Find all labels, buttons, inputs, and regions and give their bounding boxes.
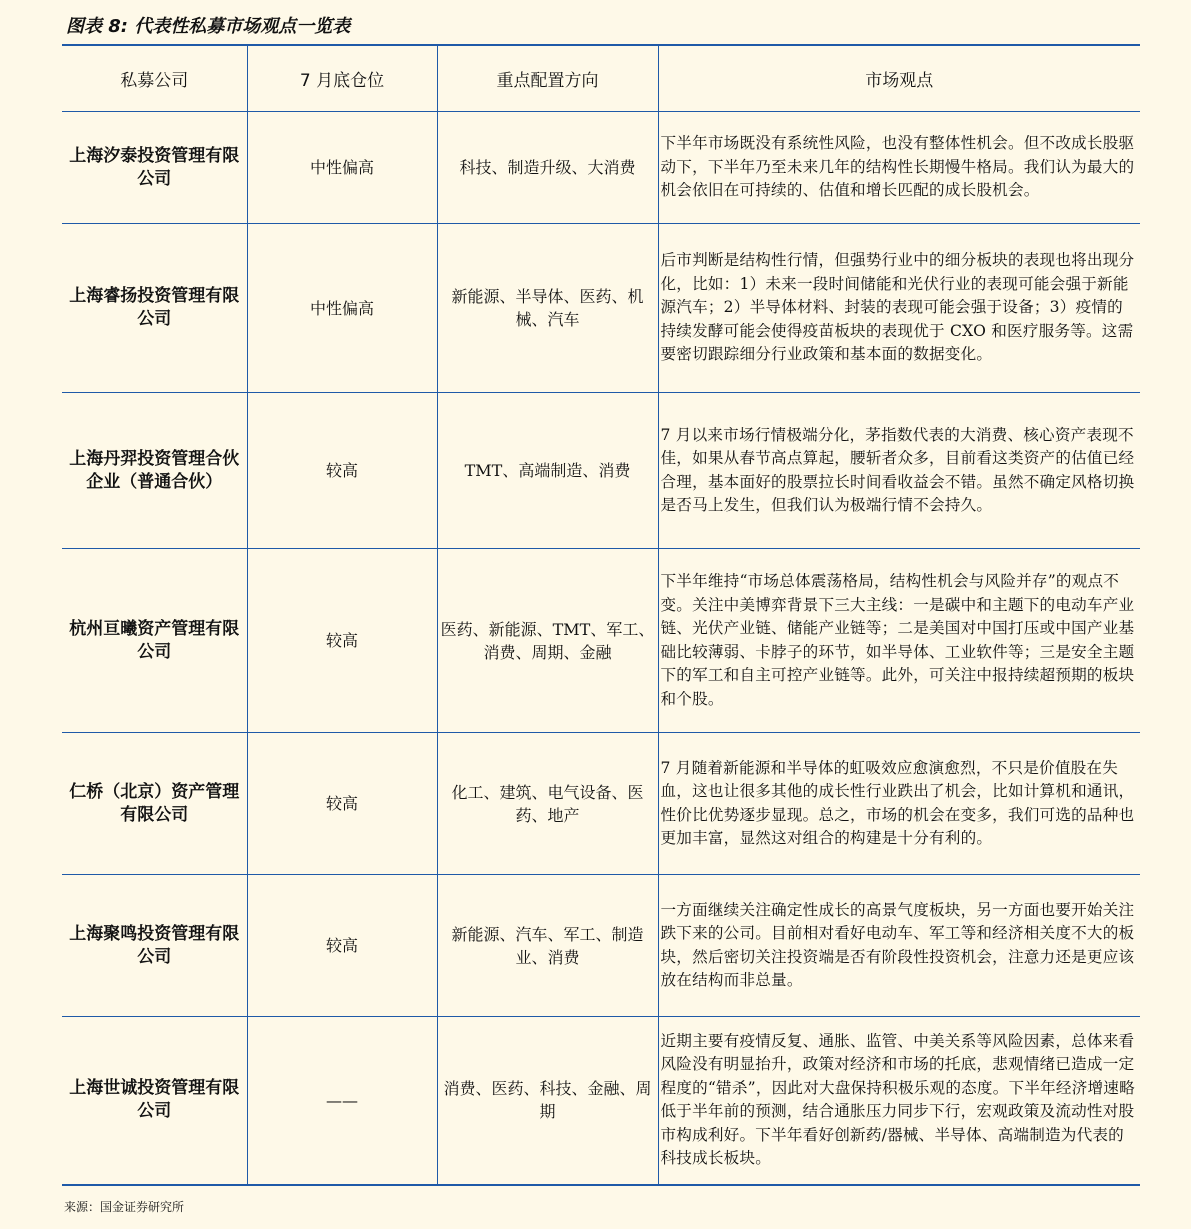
position-cell: 较高 — [247, 733, 437, 875]
header-view: 市场观点 — [658, 45, 1140, 112]
table-row — [62, 875, 1140, 1017]
table-header-row — [62, 45, 1140, 112]
position-cell: 较高 — [247, 875, 437, 1017]
view-cell: 后市判断是结构性行情，但强势行业中的细分板块的表现也将出现分化，比如：1）未来一段时间储能和光伏行业的表现可能会强于新能源汽车；2）半导体材料、封装的表现可能会强于设备；3）疫情的持续发酵可能会使得疫苗板块的表现优于 CXO 和医疗服务等。这需要密切跟踪细分行业政策和基本面的数据变化。 — [658, 224, 1140, 393]
direction-cell: TMT、高端制造、消费 — [437, 393, 658, 549]
position-cell: 较高 — [247, 393, 437, 549]
company-cell: 上海世诚投资管理有限公司 — [62, 1017, 247, 1185]
figure-caption: 图表 8: 代表性私募市场观点一览表 — [66, 16, 351, 37]
company-cell: 上海汐泰投资管理有限公司 — [62, 112, 247, 224]
direction-cell: 新能源、汽车、军工、制造业、消费 — [437, 875, 658, 1017]
header-position: 7 月底仓位 — [247, 45, 437, 112]
direction-cell: 医药、新能源、TMT、军工、消费、周期、金融 — [437, 549, 658, 733]
view-cell: 7 月以来市场行情极端分化，茅指数代表的大消费、核心资产表现不佳，如果从春节高点算起，腰斩者众多，目前看这类资产的估值已经合理，基本面好的股票拉长时间看收益会不错。虽然不确定风格切换是否马上发生，但我们认为极端行情不会持久。 — [658, 393, 1140, 549]
position-cell: —— — [247, 1017, 437, 1185]
header-company: 私募公司 — [62, 45, 247, 112]
view-cell: 一方面继续关注确定性成长的高景气度板块，另一方面也要开始关注跌下来的公司。目前相对看好电动车、军工等和经济相关度不大的板块，然后密切关注投资端是否有阶段性投资机会，注意力还是更应该放在结构而非总量。 — [658, 875, 1140, 1017]
company-cell: 上海睿扬投资管理有限公司 — [62, 224, 247, 393]
direction-cell: 化工、建筑、电气设备、医药、地产 — [437, 733, 658, 875]
view-cell: 7 月随着新能源和半导体的虹吸效应愈演愈烈，不只是价值股在失血，这也让很多其他的成长性行业跌出了机会，比如计算机和通讯，性价比优势逐步显现。总之，市场的机会在变多，我们可选的品种也更加丰富，显然这对组合的构建是十分有利的。 — [658, 733, 1140, 875]
company-cell: 仁桥（北京）资产管理有限公司 — [62, 733, 247, 875]
view-cell: 近期主要有疫情反复、通胀、监管、中美关系等风险因素，总体来看风险没有明显抬升，政策对经济和市场的托底，悲观情绪已造成一定程度的“错杀”，因此对大盘保持积极乐观的态度。下半年经济增速略低于半年前的预测，结合通胀压力同步下行，宏观政策及流动性对股市构成利好。下半年看好创新药/器械、半导体、高端制造为代表的科技成长板块。 — [658, 1017, 1140, 1185]
header-direction: 重点配置方向 — [437, 45, 658, 112]
private-fund-views-table — [62, 44, 1140, 1186]
position-cell: 较高 — [247, 549, 437, 733]
table-row — [62, 549, 1140, 733]
position-cell: 中性偏高 — [247, 112, 437, 224]
table-row — [62, 733, 1140, 875]
report-page — [62, 10, 1140, 1215]
direction-cell: 消费、医药、科技、金融、周期 — [437, 1017, 658, 1185]
position-cell: 中性偏高 — [247, 224, 437, 393]
direction-cell: 科技、制造升级、大消费 — [437, 112, 658, 224]
table-row — [62, 1017, 1140, 1185]
view-cell: 下半年市场既没有系统性风险，也没有整体性机会。但不改成长股驱动下，下半年乃至未来几年的结构性长期慢牛格局。我们认为最大的机会依旧在可持续的、估值和增长匹配的成长股机会。 — [658, 112, 1140, 224]
company-cell: 上海聚鸣投资管理有限公司 — [62, 875, 247, 1017]
view-cell: 下半年维持“市场总体震荡格局，结构性机会与风险并存”的观点不变。关注中美博弈背景下三大主线：一是碳中和主题下的电动车产业链、光伏产业链、储能产业链等；二是美国对中国打压或中国产业基础比较薄弱、卡脖子的环节，如半导体、工业软件等；三是安全主题下的军工和自主可控产业链等。此外，可关注中报持续超预期的板块和个股。 — [658, 549, 1140, 733]
table-row — [62, 112, 1140, 224]
table-row — [62, 224, 1140, 393]
source-note: 来源：国金证券研究所 — [64, 1199, 185, 1214]
table-row — [62, 393, 1140, 549]
company-cell: 上海丹羿投资管理合伙企业（普通合伙） — [62, 393, 247, 549]
direction-cell: 新能源、半导体、医药、机械、汽车 — [437, 224, 658, 393]
company-cell: 杭州亘曦资产管理有限公司 — [62, 549, 247, 733]
